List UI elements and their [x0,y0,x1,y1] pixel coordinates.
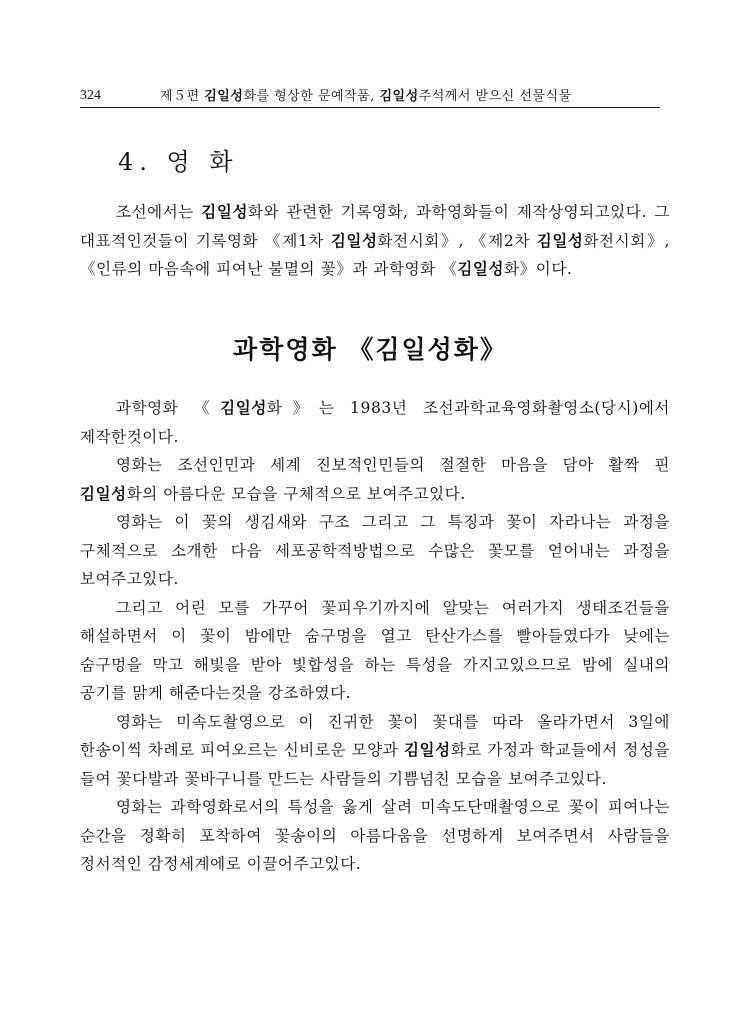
body-paragraph-4: 그리고 어린 모를 가꾸어 꽃피우기까지에 알맞는 여러가지 생태조건들을 해설하면서 이 꽃이 밤에만 숨구멍을 열고 탄산가스를 빨아들였다가 낮에는 숨구멍을 막고 해빛을 받아 빛합성을 하는 특성을 가지고있으므로 밤에 실내의 공기를 맑게 해준다는것을 강조하였다. [80,598,670,702]
film-title: 과학영화 《김일성화》 [233,335,507,364]
intro-paragraph [80,198,670,284]
running-header-title: 제５편 김일성화를 형상한 문예작품, 김일성주석께서 받으신 선물식물 [160,89,572,104]
intro-paragraph-text: 조선에서는 김일성화와 관련한 기록영화, 과학영화들이 제작상영되고있다. 그 대표적인것들이 기록영화 《제1차 김일성화전시회》, 《제2차 김일성화전시회》, 《인류의 마음속에 피여난 불멸의 꽃》과 과학영화 《김일성화》이다. [80,202,671,278]
body-paragraph-5: 영화는 미속도촬영으로 이 진귀한 꽃이 꽃대를 따라 올라가면서 3일에 한송이씩 차례로 피여오르는 신비로운 모양과 김일성화로 가정과 학교들에서 정성을 들여 꽃다발과 꽃바구니를 만드는 사람들의 기쁨넘친 모습을 보여주고있다. [80,712,670,788]
body-paragraph-2: 영화는 조선인민과 세계 진보적인민들의 절절한 마음을 담아 활짝 핀 김일성화의 아름다운 모습을 구체적으로 보여주고있다. [80,456,670,503]
film-body [80,394,670,879]
section-heading: 4. 영 화 [118,148,239,176]
page-number: 324 [80,88,101,103]
running-header [80,84,660,108]
body-paragraph-3: 영화는 이 꽃의 생김새와 구조 그리고 그 특징과 꽃이 자라나는 과정을 구체적으로 소개한 다음 세포공학적방법으로 수많은 꽃모를 얻어내는 과정을 보여주고있다. [80,513,670,588]
body-paragraph-6: 영화는 과학영화로서의 특성을 옳게 살려 미속도단매촬영으로 꽃이 피여나는 순간을 정확히 포착하여 꽃송이의 아름다움을 선명하게 보여주면서 사람들을 정서적인 감정세계에로 이끌어주고있다. [80,798,670,873]
body-paragraph-1: 과학영화 《김일성화》는 1983년 조선과학교육영화촬영소(당시)에서 제작한것이다. [80,398,670,446]
